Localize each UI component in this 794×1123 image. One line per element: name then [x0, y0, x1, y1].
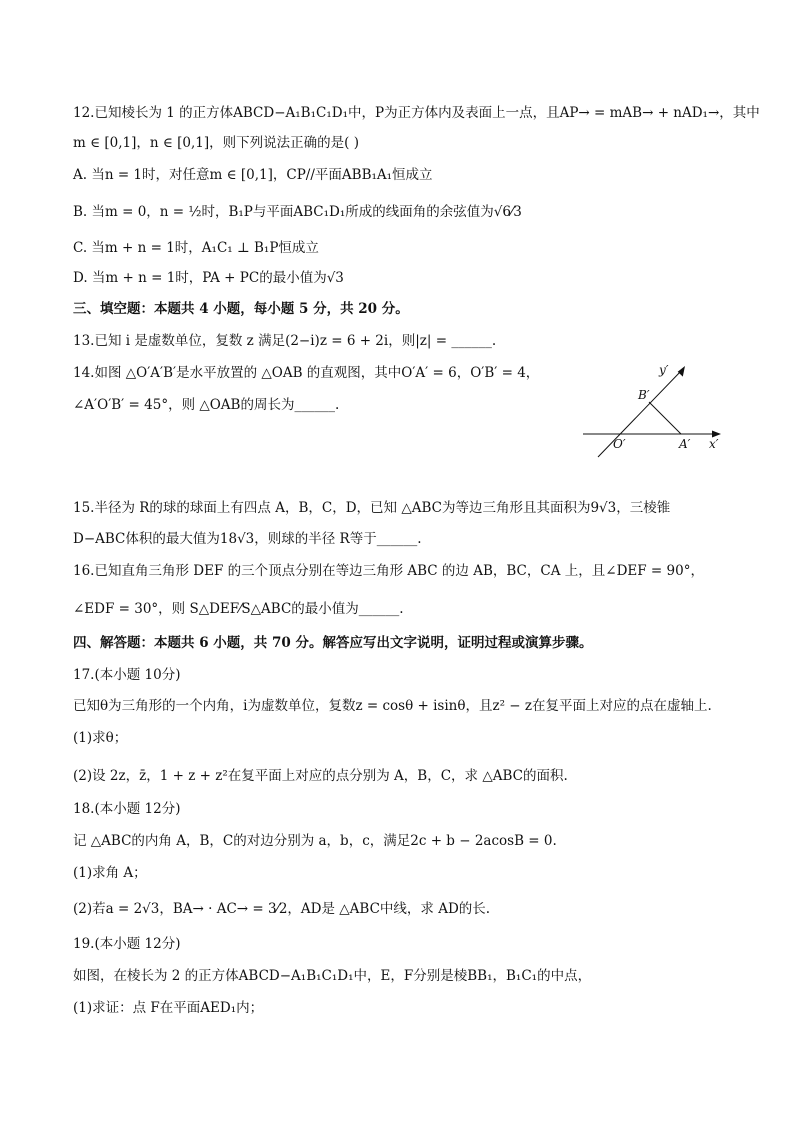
q16-line2: ∠EDF = 30°，则 S△DEF⁄S△ABC的最小值为______.	[73, 601, 404, 617]
q12-option-d: D. 当m + n = 1时，PA + PC的最小值为√3	[73, 270, 344, 286]
section-solution-heading: 四、解答题：本题共 6 小题，共 70 分。解答应写出文字说明，证明过程或演算步骤。	[73, 635, 593, 651]
q12-stem-line2: m ∈ [0,1]，n ∈ [0,1]，则下列说法正确的是( )	[73, 135, 359, 151]
q15-line1: 15.半径为 R的球的球面上有四点 A，B，C，D，已知 △ABC为等边三角形且其面积为9√3，三棱锥	[73, 500, 671, 516]
q19-heading: 19.(本小题 12分)	[73, 936, 181, 952]
q17-stem: 已知θ为三角形的一个内角，i为虚数单位，复数z = cosθ + isinθ，且z² − z在复平面上对应的点在虚轴上.	[73, 698, 712, 714]
q12-option-a: A. 当n = 1时，对任意m ∈ [0,1]，CP//平面ABB₁A₁恒成立	[73, 167, 433, 183]
b-prime-label: B′	[638, 388, 650, 402]
q18-part2: (2)若a = 2√3，BA→ · AC→ = 3⁄2，AD是 △ABC中线，求 AD的长.	[73, 901, 491, 917]
q14-line2: ∠A′O′B′ = 45°，则 △OAB的周长为______.	[73, 397, 340, 413]
q17-part1: (1)求θ；	[73, 730, 128, 746]
q19-stem: 如图，在棱长为 2 的正方体ABCD−A₁B₁C₁D₁中，E，F分别是棱BB₁，B₁C₁的中点，	[73, 968, 592, 984]
q12-stem-line1: 12.已知棱长为 1 的正方体ABCD−A₁B₁C₁D₁中，P为正方体内及表面上一点，且AP→ = mAB→ + nAD₁→，其中	[73, 105, 760, 121]
q18-stem: 记 △ABC的内角 A，B，C的对边分别为 a，b，c，满足2c + b − 2acosB = 0.	[73, 833, 557, 849]
oblique-axis-diagram	[583, 360, 733, 460]
q14-line1: 14.如图 △O′A′B′是水平放置的 △OAB 的直观图，其中O′A′ = 6，O′B′ = 4，	[73, 365, 540, 381]
q17-heading: 17.(本小题 10分)	[73, 667, 181, 683]
q18-part1: (1)求角 A；	[73, 865, 147, 881]
q13-text: 13.已知 i 是虚数单位，复数 z 满足(2−i)z = 6 + 2i，则|z| = ______.	[73, 333, 497, 349]
o-prime-label: O′	[613, 437, 626, 451]
q15-line2: D−ABC体积的最大值为18√3，则球的半径 R等于______.	[73, 531, 422, 547]
q17-part2: (2)设 2z，z̄，1 + z + z²在复平面上对应的点分别为 A，B，C，求 △ABC的面积.	[73, 768, 568, 784]
q18-heading: 18.(本小题 12分)	[73, 801, 181, 817]
a-prime-label: A′	[679, 437, 691, 451]
segment-a-b	[649, 402, 681, 434]
section-fill-in-heading: 三、填空题：本题共 4 小题，每小题 5 分，共 20 分。	[73, 301, 409, 317]
y-axis	[598, 370, 682, 457]
q19-part1: (1)求证：点 F在平面AED₁内；	[73, 1000, 264, 1016]
y-prime-label: y′	[659, 363, 669, 377]
q16-line1: 16.已知直角三角形 DEF 的三个顶点分别在等边三角形 ABC 的边 AB，BC，CA 上，且∠DEF = 90°，	[73, 563, 704, 579]
x-prime-label: x′	[709, 437, 719, 451]
q12-option-b: B. 当m = 0，n = ½时，B₁P与平面ABC₁D₁所成的线面角的余弦值为√6⁄3	[73, 204, 522, 220]
q12-option-c: C. 当m + n = 1时，A₁C₁ ⊥ B₁P恒成立	[73, 240, 319, 256]
y-axis-arrowhead	[678, 366, 685, 377]
